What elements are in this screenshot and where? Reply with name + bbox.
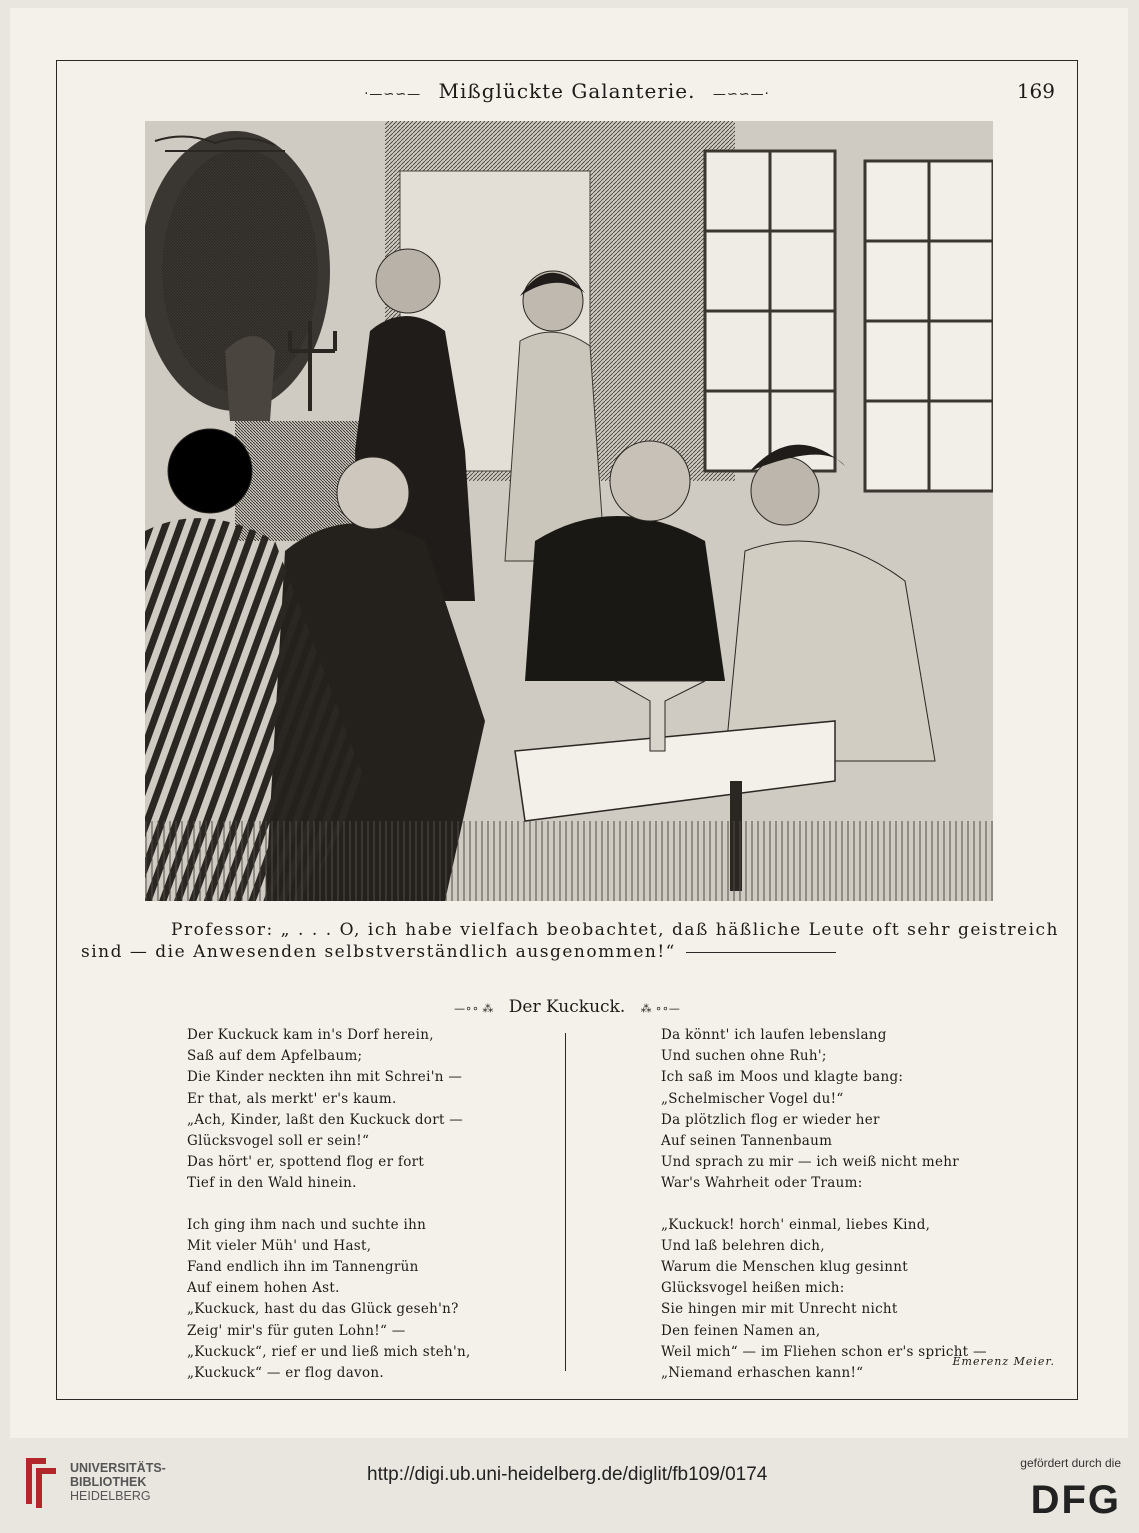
library-line-1: UNIVERSITÄTS-	[70, 1461, 166, 1475]
poem-ornament-right: ⁂ ∘∘—	[640, 1002, 680, 1015]
bearded-man-head	[610, 441, 690, 521]
poem-line: „Niemand erhaschen kann!“	[661, 1365, 864, 1382]
seated-woman-right-head	[751, 457, 819, 525]
scanned-page	[10, 8, 1128, 1438]
poem-title: Der Kuckuck.	[508, 997, 626, 1017]
stanza-gap	[187, 1195, 547, 1215]
poem-line: Das hört' er, spottend flog er fort	[187, 1154, 425, 1171]
caption-rule	[686, 952, 836, 953]
poem-line: Weil mich“ — im Fliehen schon er's spricht —	[661, 1343, 987, 1360]
poem-ornament-left: —∘∘ ⁂	[454, 1002, 494, 1015]
poem-line: Tief in den Wald hinein.	[187, 1175, 357, 1192]
poem-line: Ich ging ihm nach und suchte ihn	[187, 1216, 427, 1233]
dfg-logo: DFG	[1030, 1478, 1121, 1522]
library-logo-icon	[20, 1454, 64, 1510]
poem-left-column	[187, 1025, 547, 1384]
ornament-left: ·—∽∽—	[364, 87, 422, 102]
digitization-footer	[0, 1442, 1139, 1533]
poem-line: Da könnt' ich laufen lebenslang	[661, 1027, 887, 1043]
professor-head	[337, 457, 409, 529]
caption-text: Professor: „ . . . O, ich habe vielfach beobachtet, daß häßliche Leute oft sehr geistreich sind — die Anwesenden selbstverständlich ausgenommen!“	[81, 920, 1059, 962]
poem-line: „Ach, Kinder, laßt den Kuckuck dort —	[187, 1111, 464, 1128]
poem-right-column	[661, 1025, 1061, 1384]
poem-line: Und sprach zu mir — ich weiß nicht mehr	[661, 1154, 960, 1171]
running-head	[57, 79, 1077, 103]
poem-line: Glücksvogel heißen mich:	[661, 1280, 845, 1297]
poem-author: Emerenz Meier.	[952, 1355, 1055, 1368]
poem-line: Ich saß im Moos und klagte bang:	[661, 1069, 904, 1086]
poem-line: „Kuckuck! horch' einmal, liebes Kind,	[661, 1216, 931, 1233]
samovar	[225, 336, 275, 421]
stanza-gap	[661, 1195, 1061, 1215]
bearded-man	[525, 516, 725, 681]
engraving-illustration	[145, 121, 993, 901]
poem-line: „Kuckuck, hast du das Glück geseh'n?	[187, 1301, 459, 1318]
page-title: Mißglückte Galanterie.	[438, 79, 696, 103]
poem-line: Auf seinen Tannenbaum	[661, 1133, 833, 1150]
standing-man-head	[376, 249, 440, 313]
poem-line: „Kuckuck“, rief er und ließ mich steh'n,	[187, 1343, 471, 1360]
illustration-caption	[81, 919, 1059, 963]
poem-line: Die Kinder neckten ihn mit Schrei'n —	[187, 1069, 463, 1086]
poem-line: Den feinen Namen an,	[661, 1322, 821, 1339]
permalink-url[interactable]: http://digi.ub.uni-heidelberg.de/diglit/fb109/0174	[367, 1464, 768, 1485]
poem-line: Und suchen ohne Ruh';	[661, 1048, 827, 1065]
poem-line: Zeig' mir's für guten Lohn!“ —	[187, 1322, 406, 1339]
poem-line: War's Wahrheit oder Traum:	[661, 1175, 863, 1192]
poem-line: Er that, als merkt' er's kaum.	[187, 1090, 397, 1107]
floor-shade	[145, 821, 993, 901]
poem-line: Glücksvogel soll er sein!“	[187, 1133, 370, 1150]
poem-line: Warum die Menschen klug gesinnt	[661, 1259, 909, 1276]
poem-heading	[57, 997, 1077, 1017]
library-line-2: BIBLIOTHEK	[70, 1475, 147, 1489]
poem-line: Der Kuckuck kam in's Dorf herein,	[187, 1027, 434, 1043]
poem-line: „Kuckuck“ — er flog davon.	[187, 1365, 384, 1382]
page-number: 169	[1016, 79, 1055, 103]
poem-line: Sie hingen mir mit Unrecht nicht	[661, 1301, 898, 1318]
poem-line: Auf einem hohen Ast.	[187, 1280, 340, 1297]
poem-line: Mit vieler Müh' und Hast,	[187, 1237, 372, 1254]
library-line-3: HEIDELBERG	[70, 1489, 151, 1503]
poem-line: „Schelmischer Vogel du!“	[661, 1090, 844, 1107]
ornament-right: —∽∽—·	[712, 87, 770, 102]
poem-line: Und laß belehren dich,	[661, 1237, 825, 1254]
page-frame	[56, 60, 1078, 1400]
poem-line: Da plötzlich flog er wieder her	[661, 1111, 880, 1128]
library-name	[70, 1461, 166, 1503]
seated-woman-left-head	[168, 429, 252, 513]
poem-line: Saß auf dem Apfelbaum;	[187, 1048, 363, 1065]
poem-line: Fand endlich ihn im Tannengrün	[187, 1259, 419, 1276]
funded-by-label: gefördert durch die	[1020, 1456, 1121, 1470]
column-divider	[565, 1033, 566, 1371]
